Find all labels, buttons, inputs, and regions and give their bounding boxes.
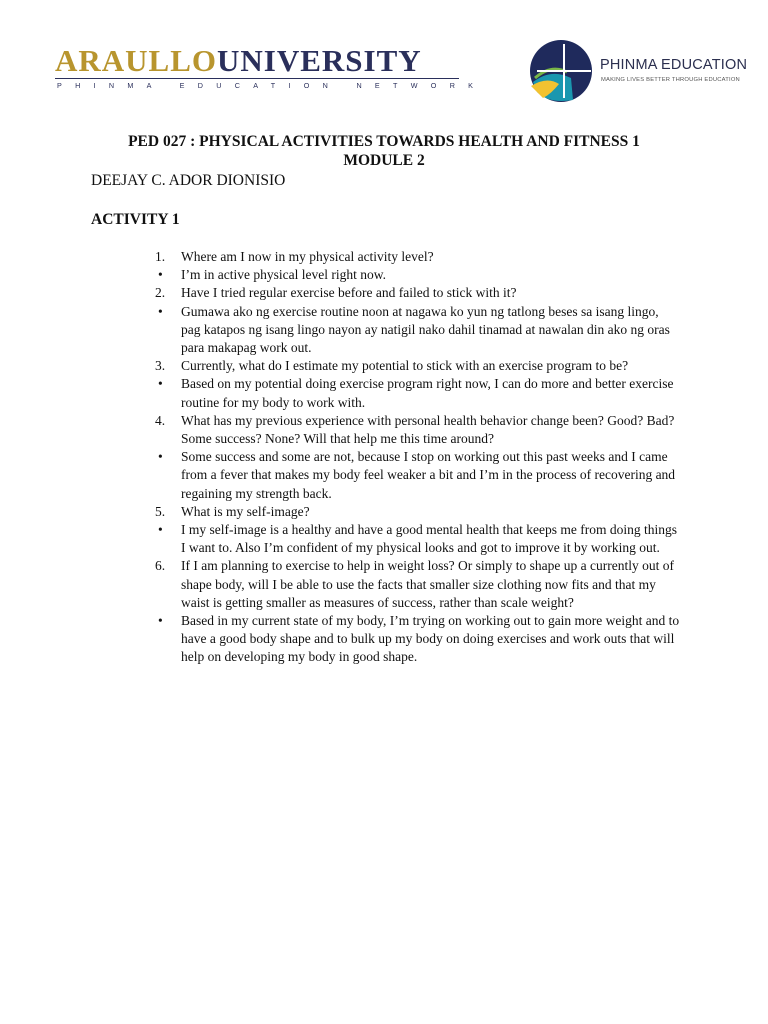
- question-item: [155, 357, 681, 375]
- item-text: Gumawa ako ng exercise routine noon at nagawa ko yun ng tatlong beses sa isang lingo, pag katapos ng isang lingo nayon ay natigil nako dahil tinamad at nawalan din ako ng oras para makapag work out.: [181, 303, 670, 356]
- araullo-university-logo: [55, 43, 487, 94]
- item-text: Some success and some are not, because I stop on working out this past weeks and I came from a fever that makes my body feel weaker a bit and I’m in the process of recovering and regaining my strength back.: [181, 449, 676, 501]
- answer-item: [158, 303, 681, 358]
- answer-item: [158, 521, 681, 557]
- item-text: What has my previous experience with personal health behavior change been? Good? Bad? Some success? None? Will that help me this time around?: [181, 412, 675, 447]
- course-title: PED 027 : PHYSICAL ACTIVITIES TOWARDS HEALTH AND FITNESS 1: [128, 133, 640, 150]
- question-item: [155, 503, 681, 521]
- university-name-part1: ARAULLO: [55, 43, 218, 78]
- phinma-emblem-icon: [529, 38, 593, 104]
- author-name: DEEJAY C. ADOR DIONISIO: [91, 172, 286, 189]
- module-title: MODULE 2: [343, 152, 425, 169]
- item-text: Have I tried regular exercise before and failed to stick with it?: [181, 285, 517, 301]
- question-item: [155, 284, 681, 302]
- activity-heading: ACTIVITY 1: [91, 211, 180, 228]
- list-marker: •: [158, 449, 163, 465]
- document-title: [0, 132, 768, 170]
- item-text: I my self-image is a healthy and have a good mental health that keeps me from doing things I want to. Also I’m confident of my physical looks and got to improve it by working out.: [181, 522, 677, 556]
- item-text: Where am I now in my physical activity level?: [181, 249, 434, 264]
- answer-item: [158, 612, 681, 667]
- university-subtitle: PHINMA EDUCATION NETWORK: [57, 81, 487, 90]
- list-marker: •: [158, 376, 163, 392]
- phinma-education-logo: [529, 38, 748, 108]
- list-marker: 3.: [155, 358, 166, 374]
- item-text: Currently, what do I estimate my potential to stick with an exercise program to be?: [181, 358, 629, 374]
- list-marker: 1.: [155, 249, 166, 264]
- list-marker: 4.: [155, 412, 166, 428]
- list-marker: •: [158, 303, 163, 319]
- logo-divider: [55, 78, 459, 79]
- answer-item: [158, 448, 681, 503]
- list-marker: 2.: [155, 285, 166, 301]
- question-item: [155, 557, 681, 612]
- question-item: [155, 248, 681, 266]
- university-name-part2: UNIVERSITY: [217, 43, 422, 78]
- list-marker: 5.: [155, 503, 166, 519]
- page-header: [0, 0, 768, 110]
- list-marker: •: [158, 613, 163, 629]
- phinma-name: PHINMA EDUCATION: [600, 57, 748, 73]
- question-item: [155, 412, 681, 448]
- item-text: I’m in active physical level right now.: [181, 267, 386, 283]
- answer-item: [158, 266, 681, 284]
- university-name: [55, 44, 460, 78]
- list-marker: •: [158, 522, 163, 538]
- item-text: What is my self-image?: [181, 503, 310, 519]
- phinma-tagline: MAKING LIVES BETTER THROUGH EDUCATION: [601, 77, 740, 83]
- item-text: Based on my potential doing exercise program right now, I can do more and better exercise routine for my body to work with.: [181, 376, 674, 410]
- item-text: Based in my current state of my body, I’m trying on working out to gain more weight and to have a good body shape and to bulk up my body on doing exercises and work outs that will help on developing my body in good shape.: [181, 613, 680, 665]
- answer-item: [158, 375, 681, 411]
- question-answer-list: [155, 248, 681, 667]
- list-marker: 6.: [155, 558, 166, 574]
- list-marker: •: [158, 267, 163, 283]
- item-text: If I am planning to exercise to help in weight loss? Or simply to shape up a currently out of shape body, will I be able to use the facts that smaller size clothing now fits and that my waist is getting smaller as measures of success, rather than scale weight?: [181, 558, 675, 610]
